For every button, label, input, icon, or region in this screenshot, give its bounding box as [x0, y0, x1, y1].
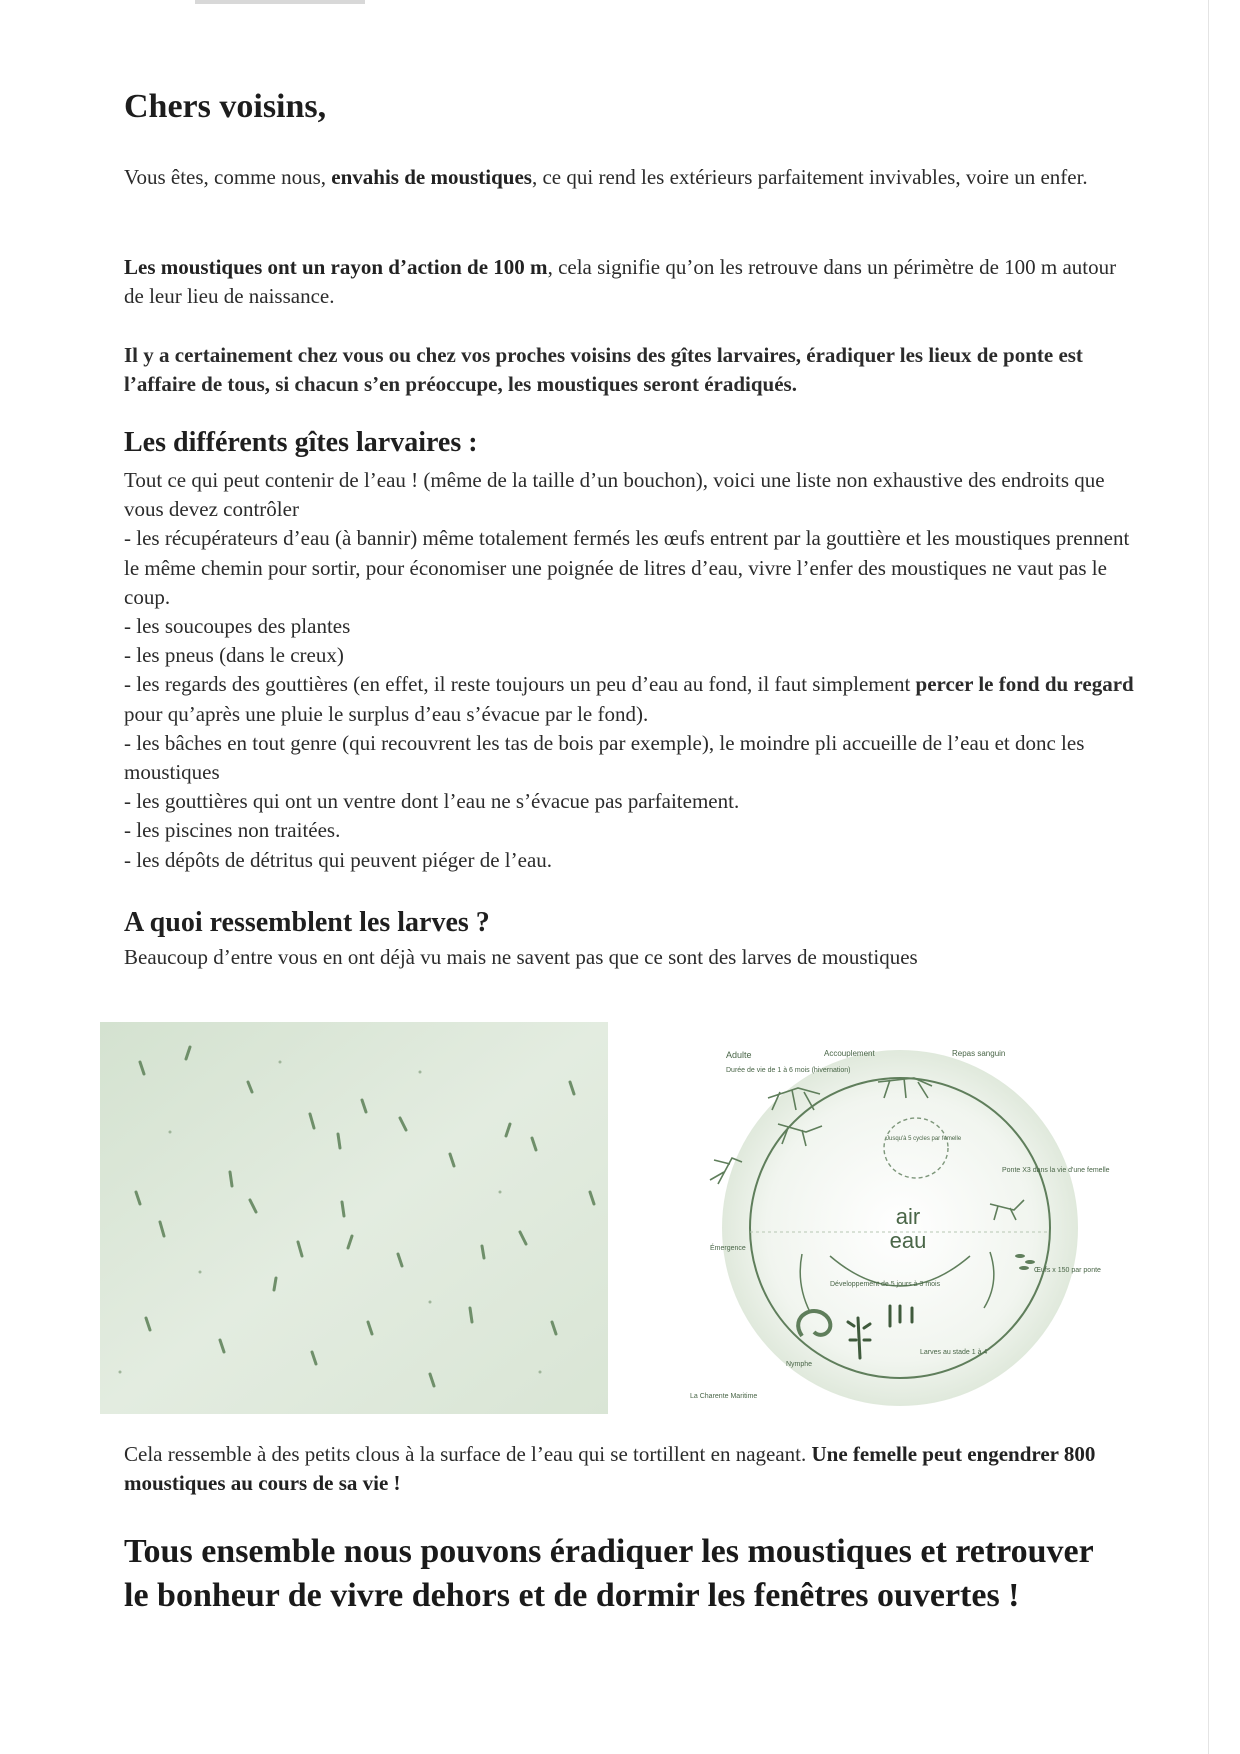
- list-intro: Tout ce qui peut contenir de l’eau ! (même de la taille d’un bouchon), voici une liste non exhaustive des endroits que vous devez contrôler: [124, 468, 1105, 522]
- life-cycle-svg: [690, 1036, 1110, 1422]
- label-larves: Larves au stade 1 à 4: [920, 1349, 988, 1356]
- list-item: - les bâches en tout genre (qui recouvrent les tas de bois par exemple), le moindre pli accueille de l’eau et donc les moustiques: [124, 730, 1085, 785]
- intro-paragraph: [124, 163, 1124, 192]
- caption-bold: Une femelle peut engendrer 800 moustiques au cours de sa vie !: [124, 1442, 1096, 1495]
- water-surface: [100, 1022, 608, 1414]
- section-title-larvae: A quoi ressemblent les larves ?: [124, 907, 490, 938]
- larvae-photo: [100, 1022, 608, 1414]
- list-item: - les gouttières qui ont un ventre dont l’eau ne s’évacue pas parfaitement.: [124, 789, 740, 814]
- list-item: - les piscines non traitées.: [124, 818, 341, 843]
- range-bold: Les moustiques ont un rayon d’action de 100 m: [124, 255, 548, 279]
- caption-text: Cela ressemble à des petits clous à la surface de l’eau qui se tortillent en nageant.: [124, 1442, 812, 1466]
- section-title-sites: Les différents gîtes larvaires :: [124, 427, 478, 458]
- intro-bold: envahis de moustiques: [331, 165, 532, 189]
- label-accouplement: Accouplement: [824, 1049, 875, 1058]
- mosquito-life-cycle-diagram: [690, 1036, 1110, 1422]
- label-repas: Repas sanguin: [952, 1049, 1006, 1058]
- label-developpement: Développement de 5 jours à 3 mois: [830, 1281, 941, 1288]
- label-nymphe: Nymphe: [786, 1361, 813, 1368]
- label-emergence: Émergence: [710, 1245, 746, 1252]
- list-item-bold: percer le fond du regard: [915, 672, 1134, 697]
- range-text: , cela signifie qu’on les retrouve dans un périmètre de 100 m autour de leur lieu de naissance.: [124, 255, 1117, 308]
- breeding-note: Il y a certainement chez vous ou chez vos proches voisins des gîtes larvaires, éradiquer les lieux de ponte est l’affaire de tous, si chacun s’en préoccupe, les moustiques seront éradiqués.: [124, 343, 1083, 396]
- label-adulte: Adulte: [726, 1050, 752, 1060]
- list-item: - les soucoupes des plantes: [124, 614, 351, 639]
- scan-edge: [1208, 0, 1209, 1754]
- range-paragraph: [124, 253, 1124, 311]
- label-eau: eau: [889, 1228, 927, 1253]
- larvae-caption: [124, 1440, 1134, 1498]
- intro-text: Vous êtes, comme nous,: [124, 165, 332, 189]
- list-item: [124, 670, 1144, 728]
- closing-statement: Tous ensemble nous pouvons éradiquer les moustiques et retrouver le bonheur de vivre dehors et de dormir les fenêtres ouvertes !: [124, 1533, 1094, 1614]
- list-item-text: - les regards des gouttières (en effet, il reste toujours un peu d’eau au fond, il faut simplement: [124, 672, 916, 697]
- list-item: - les dépôts de détritus qui peuvent piéger de l’eau.: [124, 847, 553, 872]
- label-ponte: Ponte X3 dans la vie d'une femelle: [1002, 1167, 1110, 1174]
- label-oeufs: Œufs x 150 par ponte: [1034, 1267, 1101, 1274]
- list-item-text-end: pour qu’après une pluie le surplus d’eau s’évacue par le fond).: [124, 701, 649, 726]
- label-air: air: [895, 1204, 921, 1229]
- larvae-photo-illustration: [100, 1022, 608, 1414]
- list-item: - les récupérateurs d’eau (à bannir) même totalement fermés les œufs entrent par la gouttière et les moustiques prennent le même chemin pour sortir, pour économiser une poignée de litres d’eau, vivre l’enfer des moustiques ne vaut pas le coup.: [124, 526, 1130, 609]
- page-title: Chers voisins,: [124, 88, 327, 125]
- list-item: - les pneus (dans le creux): [124, 643, 344, 668]
- label-credit: La Charente Maritime: [690, 1393, 758, 1400]
- label-cycles: Jusqu'à 5 cycles par femelle: [886, 1136, 962, 1142]
- breeding-sites-list: [124, 466, 1144, 875]
- larvae-intro: Beaucoup d’entre vous en ont déjà vu mais ne savent pas que ce sont des larves de moustiques: [124, 945, 918, 969]
- label-duree: Durée de vie de 1 à 6 mois (hivernation): [726, 1067, 851, 1074]
- scan-artifact: [195, 0, 365, 4]
- intro-text-end: , ce qui rend les extérieurs parfaitement invivables, voire un enfer.: [531, 165, 1088, 189]
